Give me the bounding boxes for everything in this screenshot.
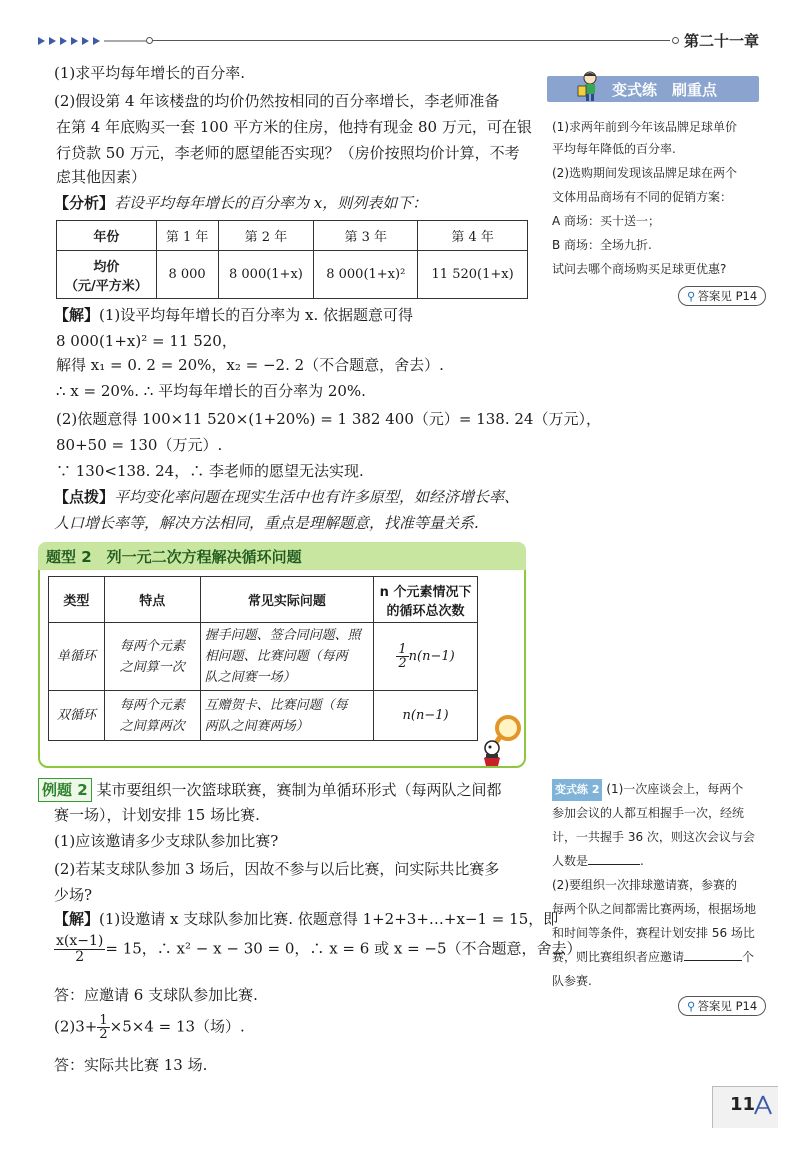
- question-1: (1)求平均每年增长的百分率.: [54, 64, 246, 82]
- practice-line: 平均每年降低的百分率.: [552, 142, 676, 156]
- practice2-line: 和时间等条件，赛程计划安排 56 场比: [552, 926, 755, 940]
- practice-banner-title: 变式练 刷重点: [612, 81, 718, 99]
- practice2-line: 赛，则比赛组织者应邀请 个: [552, 950, 755, 964]
- solution-line: ∵ 130<138. 24，∴ 李老师的愿望无法实现.: [56, 462, 364, 480]
- analysis-tag: 【分析】: [54, 194, 115, 212]
- example-text: 某市要组织一次篮球联赛，赛制为单循环形式（每两队之间都: [96, 781, 502, 799]
- answer-blank[interactable]: [684, 949, 742, 961]
- practice-line: (2)选购期间发现该品牌足球在两个: [552, 166, 737, 180]
- example-line: [38, 778, 501, 802]
- analysis-text: 若设平均每年增长的百分率为 x，则列表如下：: [114, 194, 428, 212]
- location-pin-icon: ⚲: [687, 999, 696, 1013]
- table-row: [57, 251, 528, 299]
- example-solution-line: $\frac{x(x-1)}{2}$ = 15，∴ x² − x − 30 = 0，∴ x = 6 或 x = −5（不合题意，舍去）.: [56, 933, 587, 965]
- table-header: 第 4 年: [418, 221, 528, 251]
- table-cell: 互赠贺卡、比赛问题（每 两队之间赛两场）: [200, 691, 374, 741]
- example-question: 少场?: [54, 886, 93, 904]
- example-answer: 答：应邀请 6 支球队参加比赛.: [54, 986, 258, 1004]
- practice-line: 文体用品商场有不同的促销方案：: [552, 190, 733, 204]
- practice2-line: (2)要组织一次排球邀请赛，参赛的: [552, 878, 737, 892]
- tip-line: 人口增长率等，解决方法相同，重点是理解题意，找准等量关系.: [54, 514, 479, 532]
- table-header: 第 1 年: [156, 221, 218, 251]
- table-cell: 握手问题、签合同问题、照 相问题、比赛问题（每两 队之间赛一场）: [200, 623, 374, 691]
- example-solution-line: (2)3+ $\frac{1}{2}$ ×5×4 = 13（场）.: [54, 1013, 245, 1042]
- table-row: [57, 221, 528, 251]
- table-cell: 8 000(1+x)²: [314, 251, 418, 299]
- magnifier-mascot-icon: [478, 712, 524, 766]
- table-header: 特点: [104, 577, 200, 623]
- answer-blank[interactable]: [588, 853, 640, 865]
- table-header: 第 3 年: [314, 221, 418, 251]
- header-arrow-decoration: [38, 36, 148, 46]
- table-row: [49, 691, 478, 741]
- tip-line: [54, 486, 519, 508]
- example-tag: 例题 2: [38, 778, 92, 802]
- tip-tag: 【点拨】: [54, 488, 115, 506]
- question-2-line: 在第 4 年底购买一套 100 平方米的住房，他持有现金 80 万元，可在银: [56, 118, 532, 136]
- example-answer: 答：实际共比赛 13 场.: [54, 1056, 208, 1074]
- table-cell: n(n−1): [374, 691, 478, 741]
- table-cell: 每两个元素 之间算两次: [104, 691, 200, 741]
- practice2-line: 队参赛.: [552, 974, 592, 988]
- chapter-title: 第二十一章: [684, 32, 760, 50]
- table-cell: 双循环: [49, 691, 105, 741]
- practice2-line: 人数是 .: [552, 854, 644, 868]
- table-cell: $\frac{1}{2}$ n(n−1): [374, 623, 478, 691]
- table-cell: 8 000(1+x): [218, 251, 314, 299]
- cycle-table: [48, 576, 478, 741]
- question-2-line: 行贷款 50 万元，李老师的愿望能否实现？（房价按照均价计算，不考: [56, 144, 520, 162]
- table-header: 常见实际问题: [200, 577, 374, 623]
- page-number: 11: [730, 1094, 756, 1115]
- table-row: [49, 577, 478, 623]
- table-cell: 11 520(1+x): [418, 251, 528, 299]
- table-row: [49, 623, 478, 691]
- example-line: 赛一场），计划安排 15 场比赛.: [54, 806, 260, 824]
- table-header: 第 2 年: [218, 221, 314, 251]
- solution-line: (2)依题意得 100×11 520×(1+20%) = 1 382 400（元）= 138. 24（万元），: [56, 410, 601, 428]
- table-header: 年份: [57, 221, 157, 251]
- header-rule-dot: [672, 37, 679, 44]
- solution-text: (1)设邀请 x 支球队参加比赛. 依题意得 1+2+3+…+x−1 = 15，即: [99, 910, 559, 928]
- answer-reference-badge[interactable]: [678, 996, 766, 1016]
- table-header: n 个元素情况下 的循环总次数: [374, 577, 478, 623]
- answer-reference-text: 答案见 P14: [697, 289, 758, 303]
- table-header: 类型: [49, 577, 105, 623]
- practice2-line: 参加会议的人都互相握手一次，经统: [552, 806, 745, 820]
- compass-icon: [752, 1094, 774, 1116]
- solution-line: 80+50 = 130（万元）.: [56, 436, 223, 454]
- answer-reference-text: 答案见 P14: [697, 999, 758, 1013]
- table-cell: 单循环: [49, 623, 105, 691]
- header-rule-dot: [146, 37, 153, 44]
- tip-text: 平均变化率问题在现实生活中也有许多原型，如经济增长率、: [114, 488, 520, 506]
- answer-reference-badge[interactable]: [678, 286, 766, 306]
- practice2-line: 每两个队之间都需比赛两场，根据场地: [552, 902, 757, 916]
- solution-line: [54, 304, 413, 326]
- topic-title: 题型 2 列一元二次方程解决循环问题: [46, 548, 302, 566]
- practice2-line: [552, 778, 743, 801]
- question-2-line: 虑其他因素）: [56, 168, 147, 186]
- solution-tag: 【解】: [54, 306, 100, 324]
- analysis-line: [54, 192, 427, 214]
- solution-line: 解得 x₁ = 0. 2 = 20%，x₂ = −2. 2（不合题意，舍去）.: [56, 356, 444, 374]
- practice-line: B 商场：全场九折.: [552, 238, 652, 252]
- example-question: (1)应该邀请多少支球队参加比赛?: [54, 832, 279, 850]
- question-2-line: (2)假设第 4 年该楼盘的均价仍然按相同的百分率增长，李老师准备: [54, 92, 500, 110]
- row-label: 均价 （元/平方米）: [57, 251, 157, 299]
- practice2-text: (1)一次座谈会上，每两个: [606, 782, 744, 796]
- practice-line: (1)求两年前到今年该品牌足球单价: [552, 120, 737, 134]
- growth-table: [56, 220, 528, 299]
- practice-line: 试问去哪个商场购买足球更优惠?: [552, 262, 727, 276]
- solution-tag: 【解】: [54, 910, 100, 928]
- table-cell: 8 000: [156, 251, 218, 299]
- location-pin-icon: ⚲: [687, 289, 696, 303]
- practice-line: A 商场：买十送一；: [552, 214, 661, 228]
- example-solution-line: [54, 908, 558, 930]
- solution-line: 8 000(1+x)² = 11 520，: [56, 332, 237, 350]
- header-rule: [150, 40, 670, 41]
- solution-line: ∴ x = 20%. ∴ 平均每年增长的百分率为 20%.: [56, 382, 366, 400]
- example-question: (2)若某支球队参加 3 场后，因故不参与以后比赛，问实际共比赛多: [54, 860, 500, 878]
- table-cell: 每两个元素 之间算一次: [104, 623, 200, 691]
- practice2-tag: 变式练 2: [552, 779, 602, 801]
- student-mascot-icon: [574, 70, 606, 102]
- practice2-line: 计，一共握手 36 次，则这次会议与会: [552, 830, 755, 844]
- solution-text: (1)设平均每年增长的百分率为 x. 依据题意可得: [99, 306, 414, 324]
